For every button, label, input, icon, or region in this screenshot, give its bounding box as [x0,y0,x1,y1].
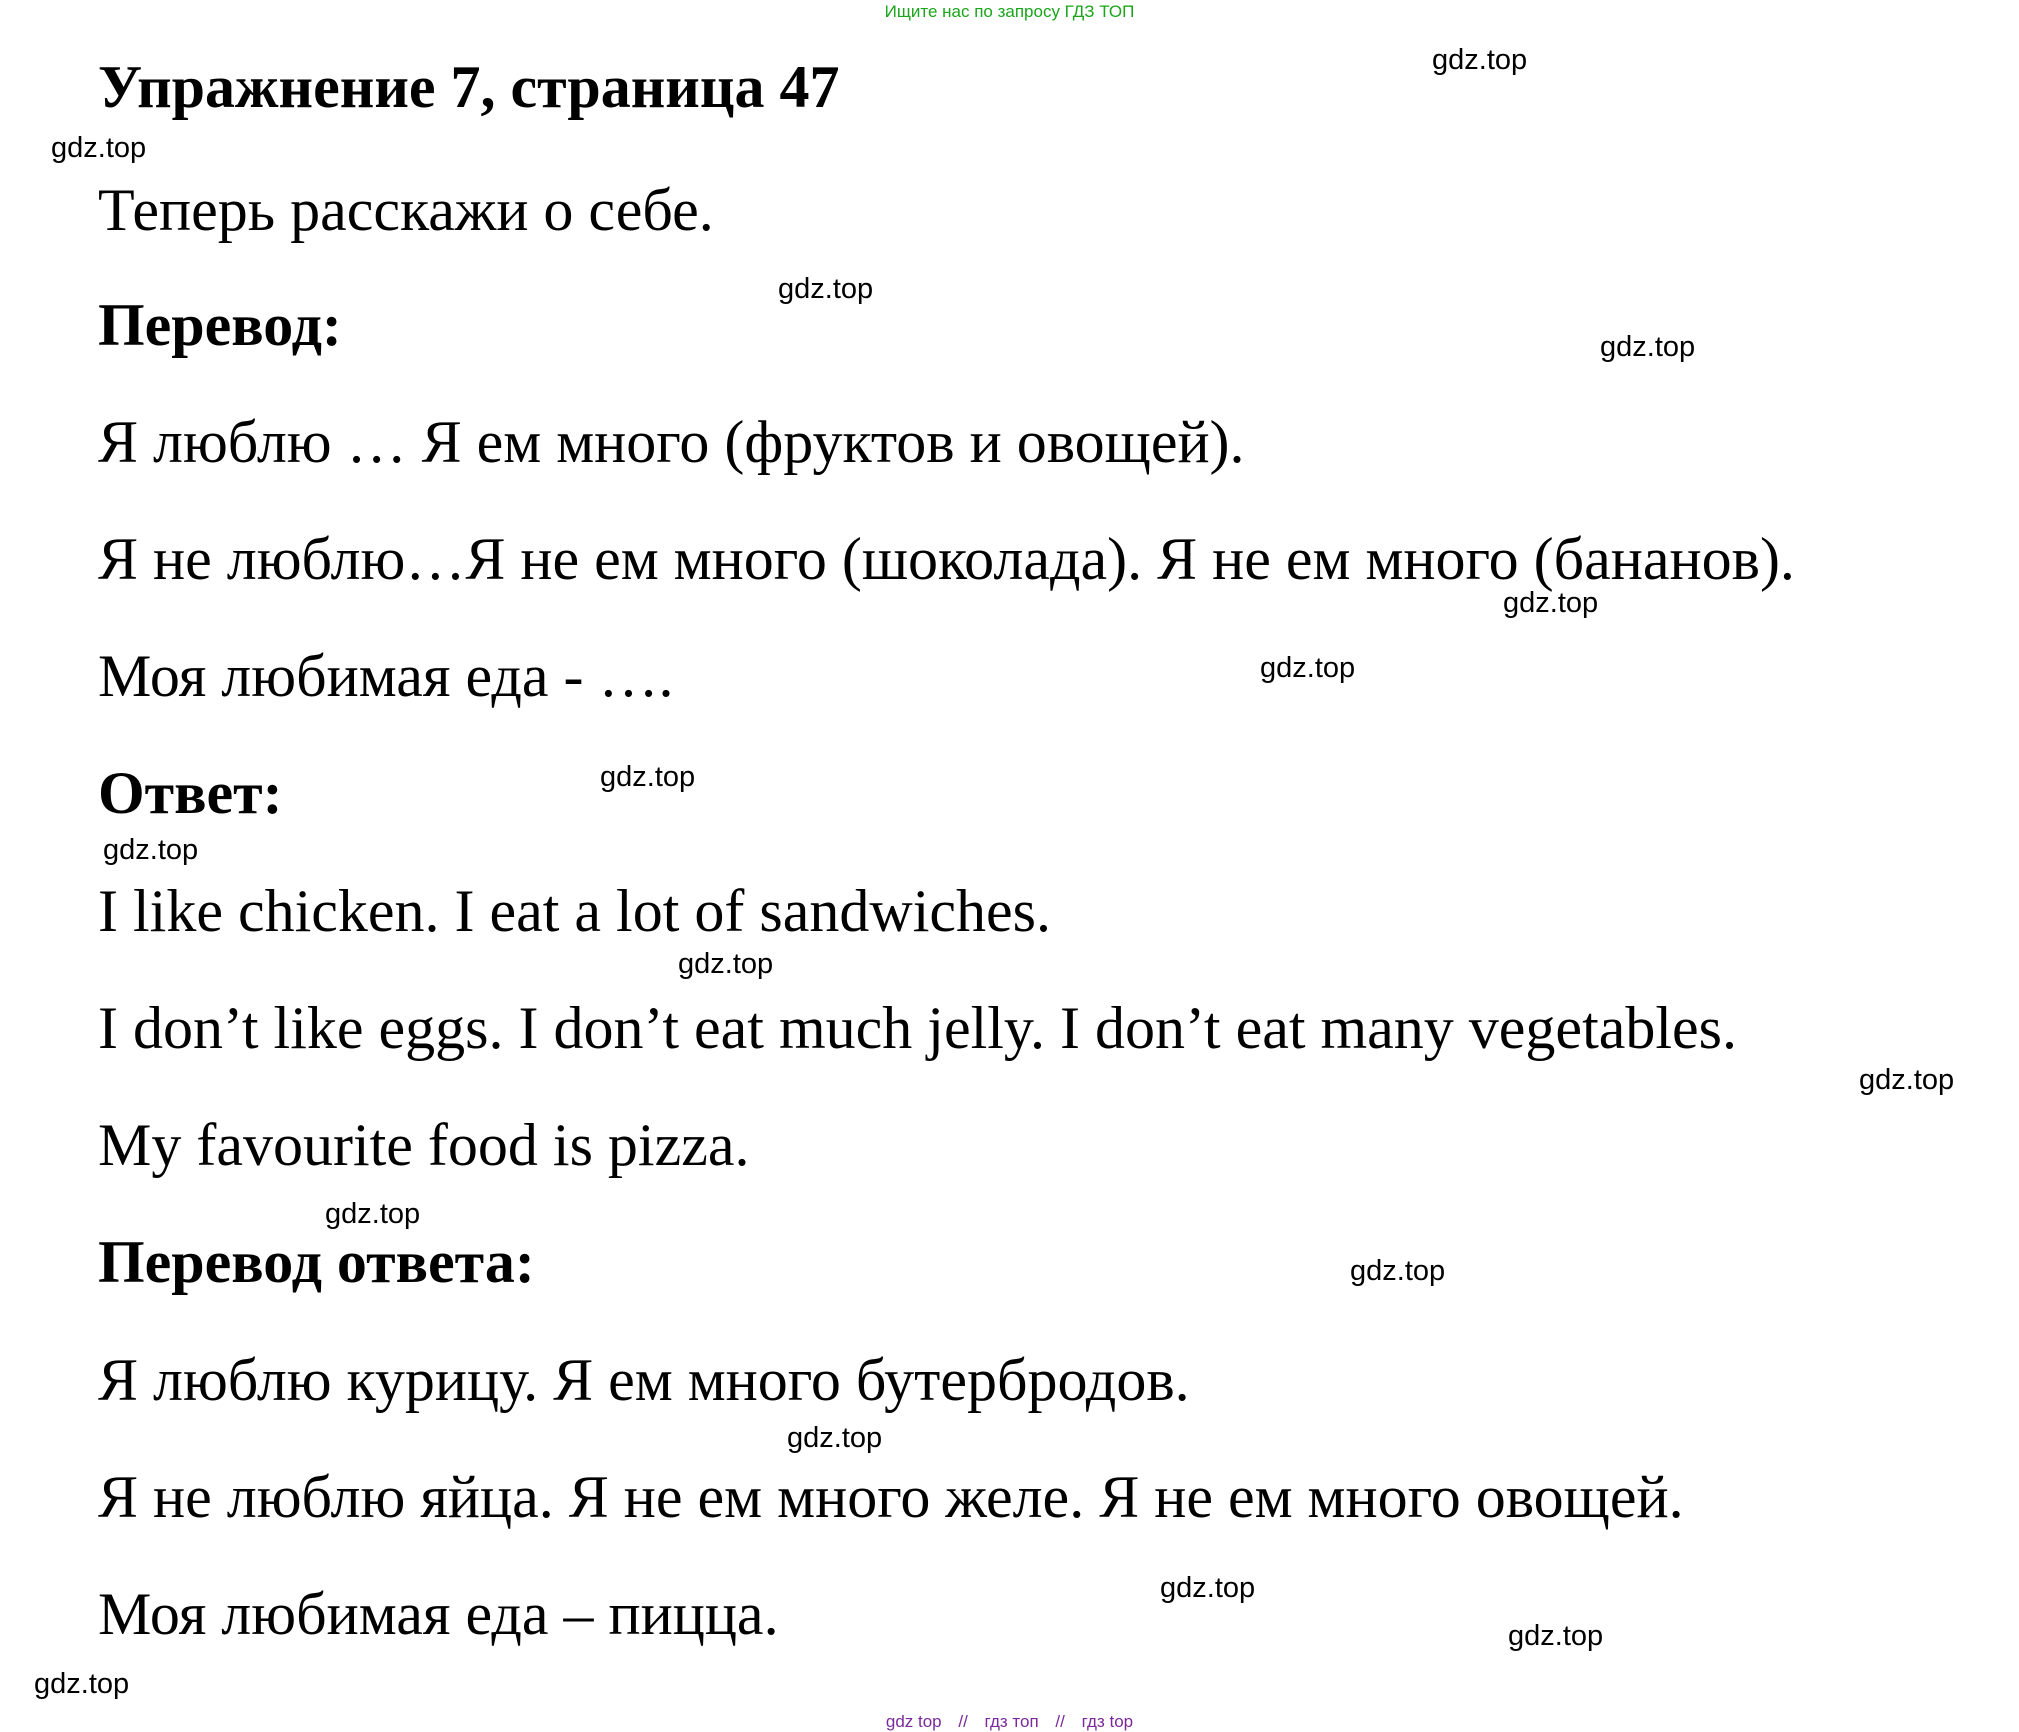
watermark: gdz.top [1600,331,1696,363]
watermark: gdz.top [600,761,696,793]
translation-line-2: Я не люблю…Я не ем много (шоколада). Я не ем много (бананов). [98,526,1795,592]
watermark: gdz.top [1160,1572,1256,1604]
footer-separator: // [958,1712,968,1731]
watermark: gdz.top [1260,652,1356,684]
answer-translation-line-1: Я люблю курицу. Я ем много бутербродов. [98,1347,1190,1413]
watermark: gdz.top [1503,587,1599,619]
watermark: gdz.top [51,132,147,164]
watermark: gdz.top [34,1668,130,1700]
answer-line-3: My favourite food is pizza. [98,1112,750,1178]
task-text: Теперь расскажи о себе. [98,177,714,243]
footer-separator: // [1055,1712,1065,1731]
footer-links [0,1712,2019,1732]
watermark: gdz.top [1350,1255,1446,1287]
answer-translation-line-3: Моя любимая еда – пицца. [98,1581,779,1647]
watermark: gdz.top [778,273,874,305]
answer-translation-heading: Перевод ответа: [98,1229,535,1295]
translation-heading: Перевод: [98,292,342,358]
answer-translation-line-2: Я не люблю яйца. Я не ем много желе. Я не ем много овощей. [98,1464,1684,1530]
footer-link-gdz-top-mixed[interactable]: гдз top [1081,1712,1134,1731]
watermark: gdz.top [1432,44,1528,76]
watermark: gdz.top [678,948,774,980]
translation-line-3: Моя любимая еда - …. [98,643,674,709]
footer-link-gdz-top[interactable]: gdz top [885,1712,942,1731]
answer-line-1: I like chicken. I eat a lot of sandwiches. [98,878,1051,944]
answer-line-2: I don’t like eggs. I don’t eat much jelly. I don’t eat many vegetables. [98,995,1738,1061]
watermark: gdz.top [1508,1620,1604,1652]
watermark: gdz.top [103,834,199,866]
watermark: gdz.top [1859,1064,1955,1096]
footer-link-gdz-top-ru[interactable]: гдз топ [984,1712,1039,1731]
watermark: gdz.top [325,1198,421,1230]
top-banner: Ищите нас по запросу ГДЗ ТОП [884,2,1135,21]
translation-line-1: Я люблю … Я ем много (фруктов и овощей). [98,409,1245,475]
answer-heading: Ответ: [98,760,283,826]
exercise-title: Упражнение 7, страница 47 [98,54,840,120]
watermark: gdz.top [787,1422,883,1454]
